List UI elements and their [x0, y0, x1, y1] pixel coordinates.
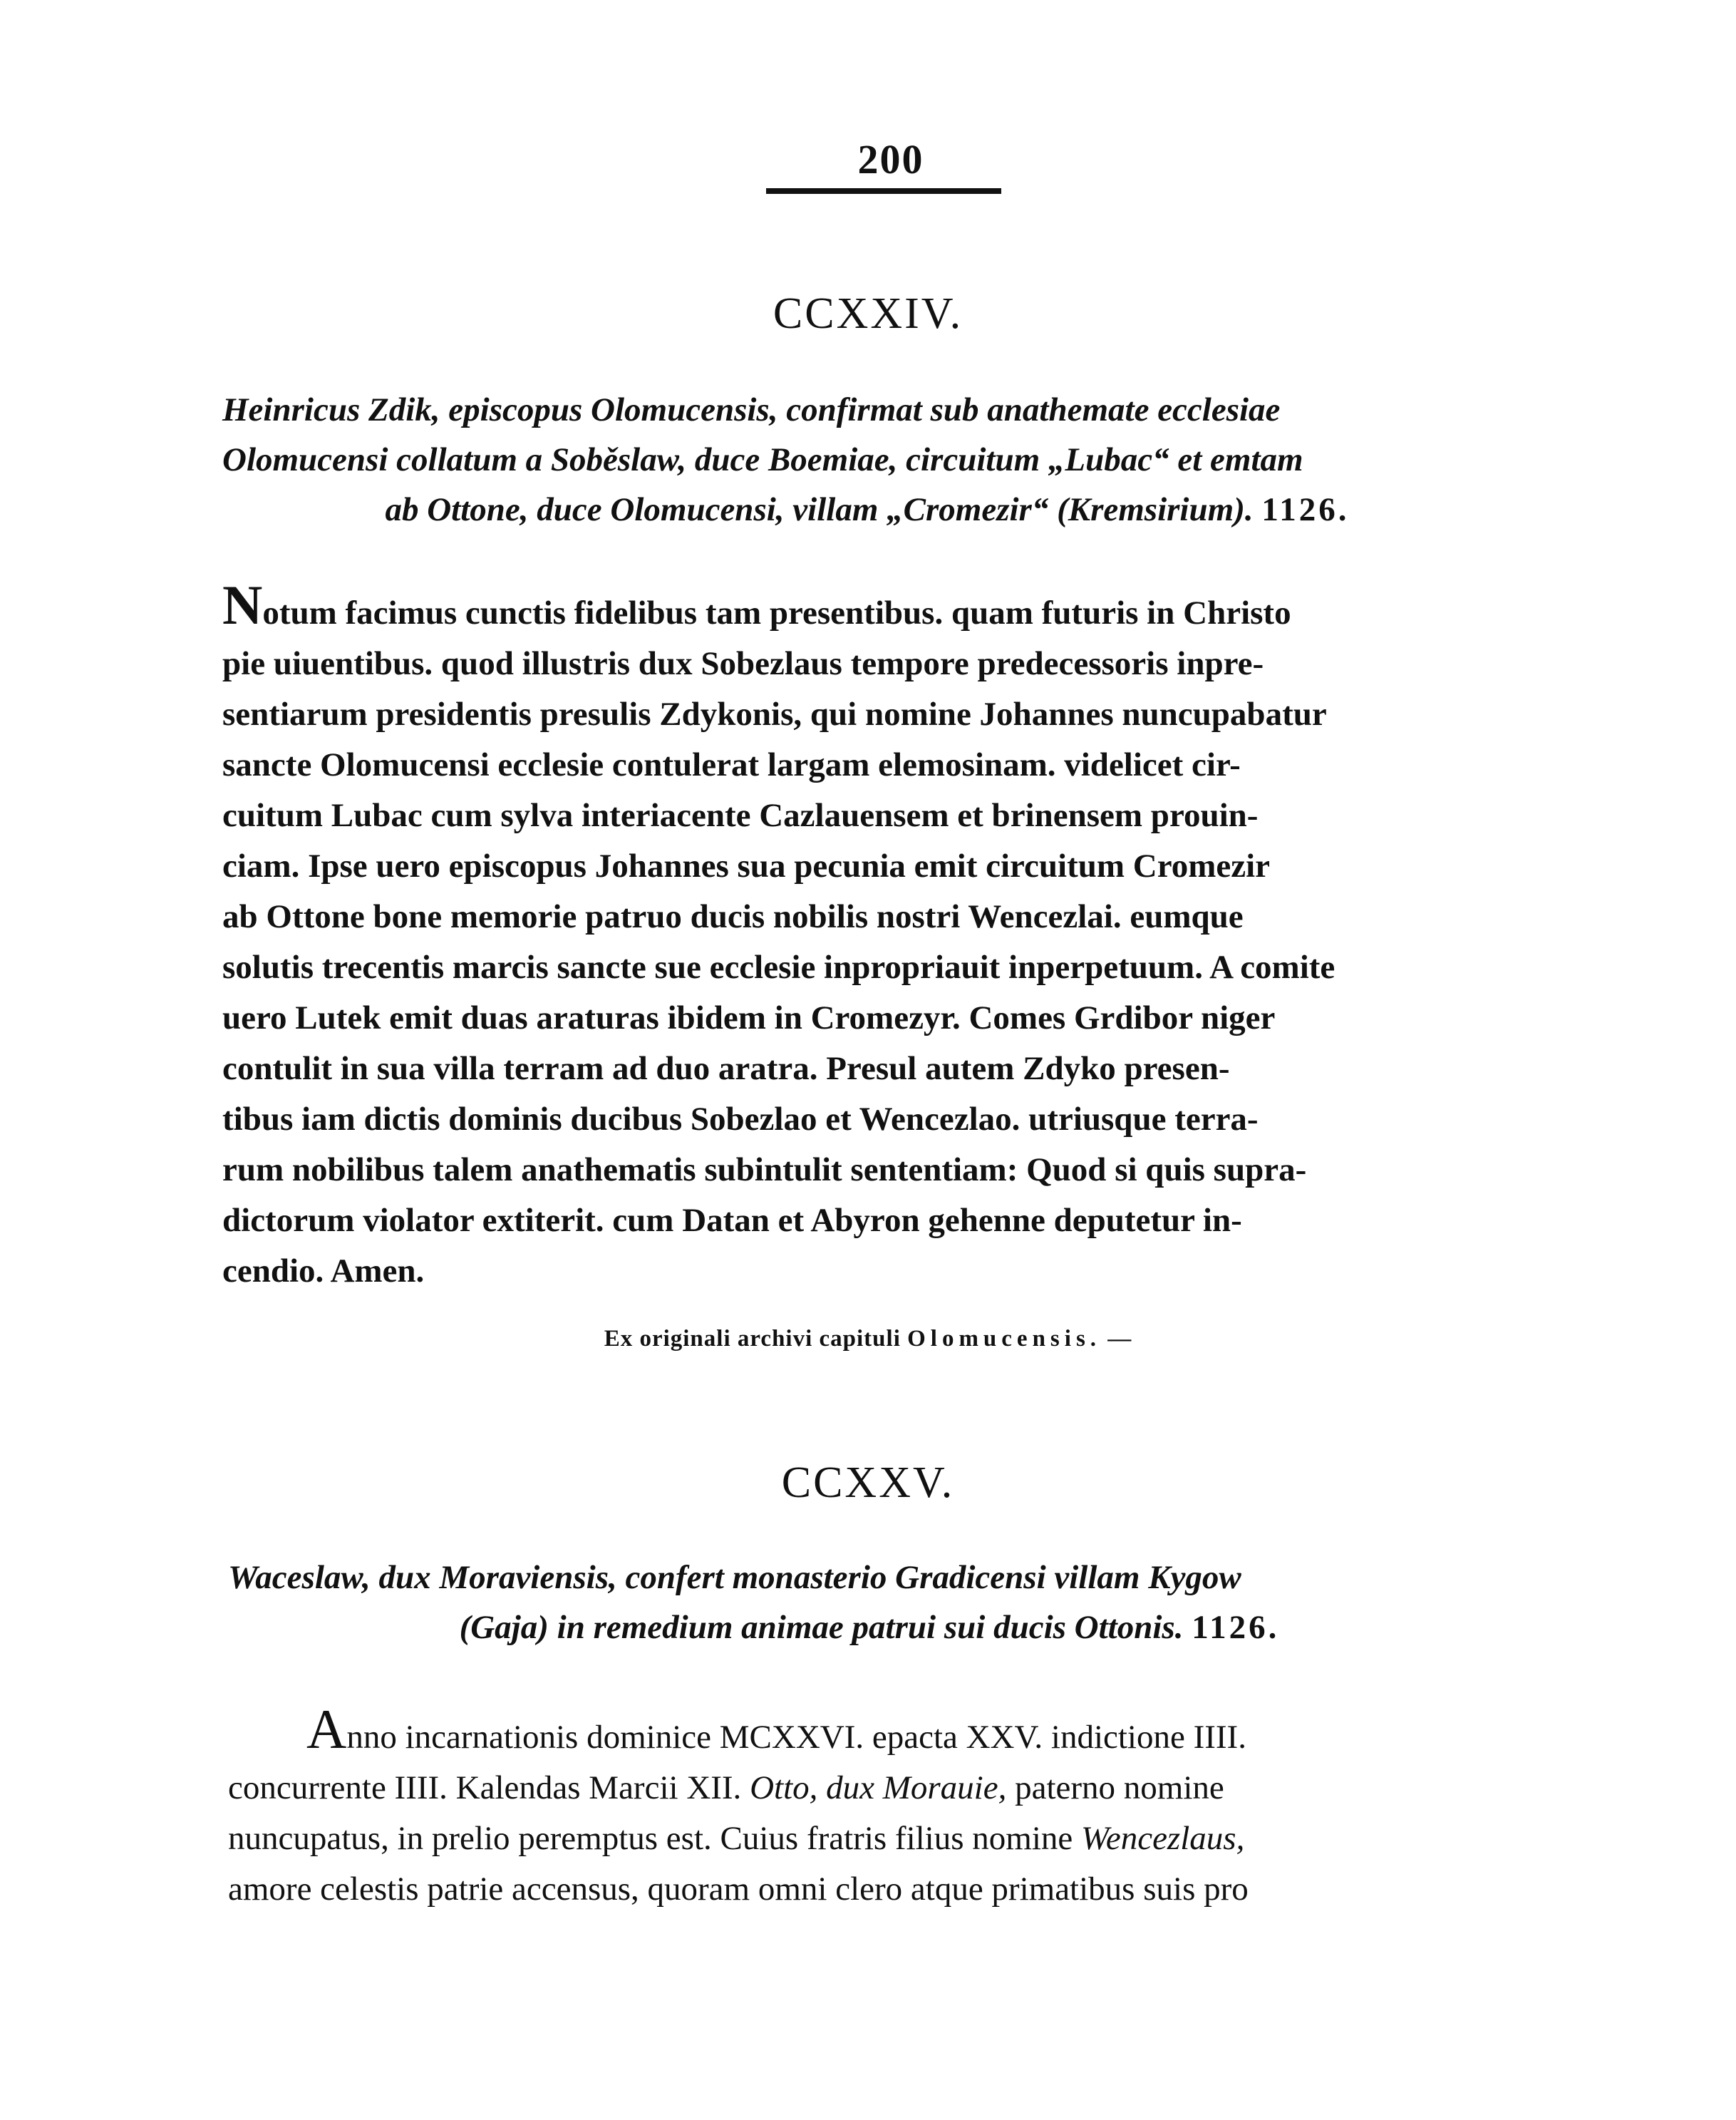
text-line: Anno incarnationis dominice MCXXVI. epacta XXV. indictione IIII.: [306, 1698, 1246, 1760]
text-line: pie uiuentibus. quod illustris dux Sobezlaus tempore predecessoris inpre-: [222, 645, 1264, 682]
text-line: dictorum violator extiterit. cum Datan et Abyron gehenne deputetur in-: [222, 1202, 1242, 1239]
charter-224-regest: [222, 385, 1512, 535]
charter-225-text: [228, 1698, 1536, 1915]
regest-line: ab Ottone, duce Olomucensi, villam „Cromezir“ (Kremsirium). 1126.: [385, 491, 1350, 528]
text-line: sentiarum presidentis presulis Zdykonis, qui nomine Johannes nuncupabatur: [222, 696, 1327, 733]
text-line: tibus iam dictis dominis ducibus Sobezlao et Wencezlao. utriusque terra-: [222, 1101, 1259, 1138]
text-line: nuncupatus, in prelio peremptus est. Cuius fratris filius nomine Wencezlaus,: [228, 1820, 1245, 1857]
text-line: Notum facimus cunctis fidelibus tam presentibus. quam futuris in Christo: [222, 574, 1291, 636]
text-line: solutis trecentis marcis sancte sue ecclesie inpropriauit inperpetuum. A comite: [222, 949, 1335, 986]
text-line: sancte Olomucensi ecclesie contulerat largam elemosinam. videlicet cir-: [222, 746, 1241, 783]
regest-line: (Gaja) in remedium animae patrui sui ducis Ottonis. 1126.: [459, 1609, 1280, 1646]
regest-line: Heinricus Zdik, episcopus Olomucensis, confirmat sub anathemate ecclesiae: [222, 391, 1281, 428]
text-line: ab Ottone bone memorie patruo ducis nobilis nostri Wencezlai. eumque: [222, 898, 1244, 935]
source-place: Olomucensis.: [907, 1326, 1102, 1352]
text-line: concurrente IIII. Kalendas Marcii XII. Otto, dux Morauie, paterno nomine: [228, 1769, 1224, 1806]
charter-225-year: 1126.: [1192, 1609, 1280, 1646]
regest-line: Olomucensi collatum a Soběslaw, duce Boemiae, circuitum „Lubac“ et emtam: [222, 441, 1303, 478]
charter-225-number: CCXXV.: [781, 1458, 955, 1507]
text-line: contulit in sua villa terram ad duo aratra. Presul autem Zdyko presen-: [222, 1050, 1230, 1087]
text-line: cuitum Lubac cum sylva interiacente Cazlauensem et brinensem prouin-: [222, 797, 1259, 834]
charter-224-year: 1126.: [1261, 491, 1350, 528]
dropcap-n: N: [222, 574, 263, 636]
regest-line: Waceslaw, dux Moraviensis, confert monasterio Gradicensi villam Kygow: [228, 1559, 1241, 1596]
text-line: rum nobilibus talem anathematis subintulit sententiam: Quod si quis supra-: [222, 1151, 1307, 1188]
charter-225-regest: [228, 1553, 1511, 1652]
text-line: uero Lutek emit duas araturas ibidem in Cromezyr. Comes Grdibor niger: [222, 999, 1276, 1036]
charter-224-number: CCXXIV.: [773, 289, 963, 338]
page-number: 200: [857, 136, 924, 182]
text-line: ciam. Ipse uero episcopus Johannes sua pecunia emit circuitum Cromezir: [222, 848, 1271, 885]
charter-224-text: [222, 574, 1544, 1297]
dropcap-a: A: [306, 1698, 347, 1760]
charter-224-source: Ex originali archivi capituli Olomucensis. —: [604, 1326, 1132, 1352]
text-line: cendio. Amen.: [222, 1252, 425, 1290]
text-line: amore celestis patrie accensus, quoram omni clero atque primatibus suis pro: [228, 1871, 1249, 1908]
page-number-rule: [766, 188, 1001, 194]
